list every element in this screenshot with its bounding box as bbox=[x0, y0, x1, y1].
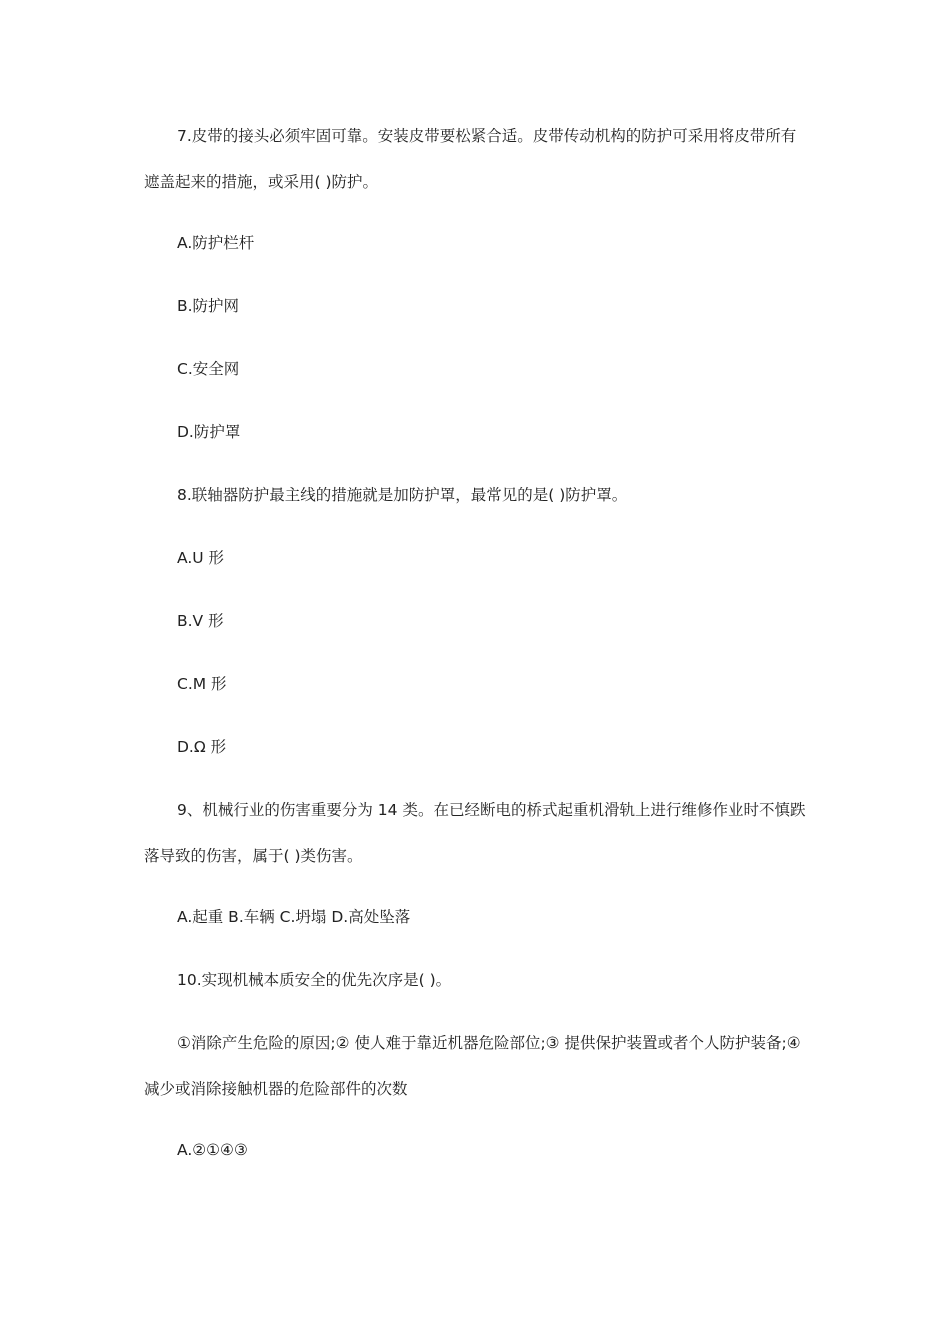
question-9-stem: 9、机械行业的伤害重要分为 14 类。在已经断电的桥式起重机滑轨上进行维修作业时不慎跌落导致的伤害，属于( )类伤害。 bbox=[144, 801, 806, 865]
question-10-stem: 10.实现机械本质安全的优先次序是( )。 bbox=[177, 971, 452, 989]
question-7-option-a: A.防护栏杆 bbox=[177, 234, 255, 252]
question-9-options: A.起重 B.车辆 C.坍塌 D.高处坠落 bbox=[177, 908, 411, 926]
question-8-stem: 8.联轴器防护最主线的措施就是加防护罩，最常见的是( )防护罩。 bbox=[177, 486, 628, 504]
question-7-stem: 7.皮带的接头必须牢固可靠。安装皮带要松紧合适。皮带传动机构的防护可采用将皮带所有遮盖起来的措施，或采用( )防护。 bbox=[144, 127, 797, 191]
question-8-option-a: A.U 形 bbox=[177, 549, 225, 567]
question-7-option-c: C.安全网 bbox=[177, 360, 240, 378]
question-8-option-d: D.Ω 形 bbox=[177, 738, 227, 756]
question-10-option-a: A.②①④③ bbox=[177, 1141, 248, 1159]
question-10-items: ①消除产生危险的原因;② 使人难于靠近机器危险部位;③ 提供保护装置或者个人防护装备;④ 减少或消除接触机器的危险部件的次数 bbox=[144, 1034, 801, 1098]
question-7-option-d: D.防护罩 bbox=[177, 423, 241, 441]
question-8-option-b: B.V 形 bbox=[177, 612, 224, 630]
question-7-option-b: B.防护网 bbox=[177, 297, 240, 315]
question-8-option-c: C.M 形 bbox=[177, 675, 227, 693]
